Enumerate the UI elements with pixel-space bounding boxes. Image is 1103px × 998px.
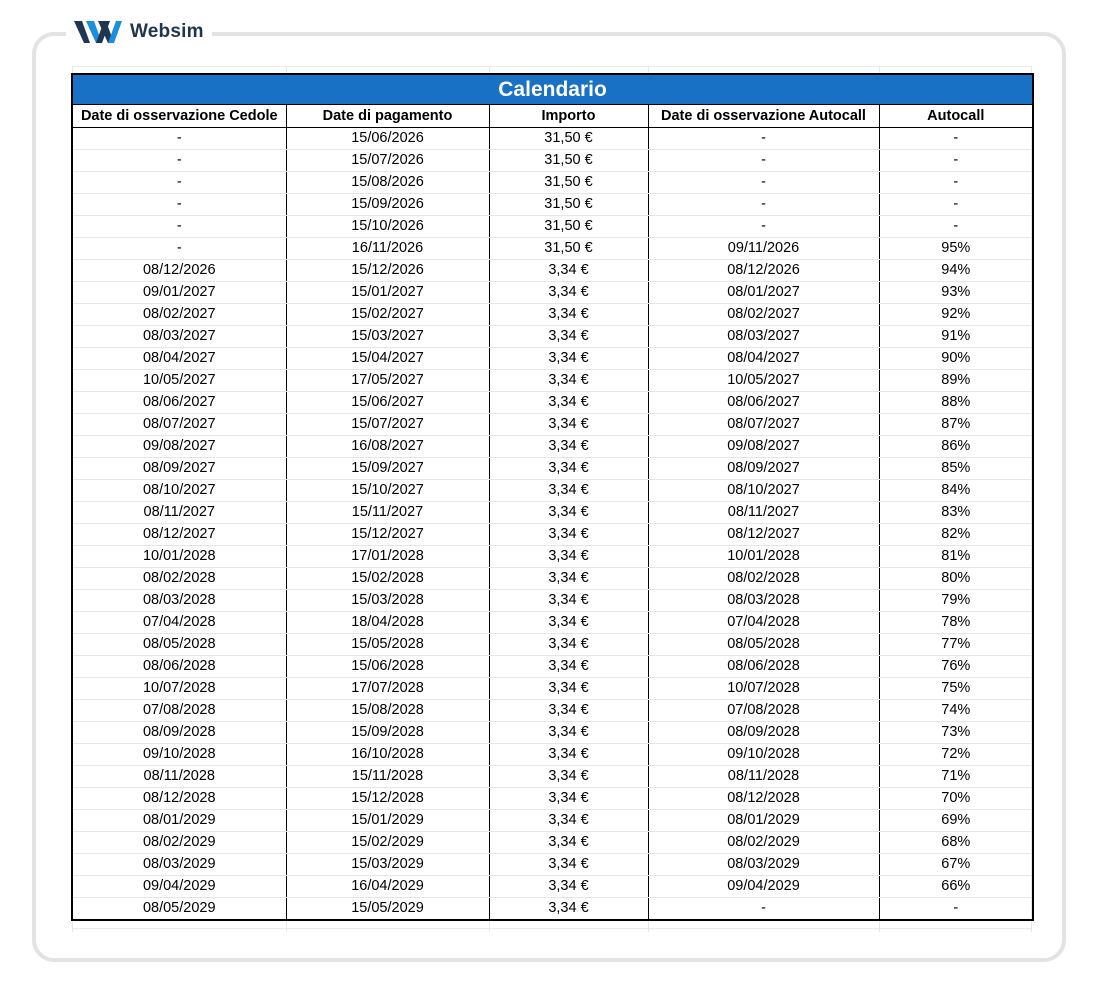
cell-observation-autocall: 08/01/2029: [648, 810, 879, 832]
cell-payment-date: 15/05/2028: [286, 634, 489, 656]
cell-autocall: -: [953, 900, 959, 916]
cell-observation-coupon: 08/09/2028: [72, 722, 286, 744]
cell-observation-autocall: 08/06/2027: [648, 392, 879, 414]
gridline-horizontal: [72, 66, 1032, 67]
table-row: [72, 348, 1033, 370]
table-row: [72, 876, 1033, 898]
cell-amount: 3,34 €: [489, 612, 648, 634]
table-row: [72, 766, 1033, 788]
brand-logo: [66, 14, 212, 50]
cell-payment-date: 18/04/2028: [286, 612, 489, 634]
cell-observation-coupon: -: [72, 128, 286, 150]
table-row: [72, 370, 1033, 392]
cell-observation-autocall: -: [648, 898, 879, 921]
table-row: [72, 810, 1033, 832]
cell-payment-date: 15/03/2027: [286, 326, 489, 348]
table-row: [72, 678, 1033, 700]
table-row: [72, 568, 1033, 590]
cell-autocall: 68%: [879, 832, 1033, 854]
cell-observation-coupon: -: [72, 172, 286, 194]
cell-amount: 3,34 €: [489, 414, 648, 436]
table-row: [72, 546, 1033, 568]
cell-payment-date: 15/03/2028: [286, 590, 489, 612]
cell-autocall: 90%: [879, 348, 1033, 370]
cell-observation-autocall: 10/01/2028: [648, 546, 879, 568]
cell-amount: 3,34 €: [489, 854, 648, 876]
cell-payment-date: 15/10/2026: [286, 216, 489, 238]
cell-amount: 3,34 €: [489, 260, 648, 282]
table-row: [72, 128, 1033, 150]
cell-autocall: 72%: [879, 744, 1033, 766]
cell-observation-coupon: 10/01/2028: [72, 546, 286, 568]
cell-amount: 31,50 €: [489, 150, 648, 172]
cell-autocall: -: [879, 194, 1033, 216]
table-row: [72, 194, 1033, 216]
cell-payment-date: 15/07/2027: [286, 414, 489, 436]
cell-observation-autocall: 08/09/2028: [648, 722, 879, 744]
table-row: [72, 656, 1033, 678]
cell-autocall: 79%: [879, 590, 1033, 612]
cell-observation-autocall: 08/02/2028: [648, 568, 879, 590]
cell-observation-autocall: 08/12/2026: [648, 260, 879, 282]
cell-observation-coupon: 08/05/2029: [72, 898, 286, 921]
header-autocall: Autocall: [879, 105, 1033, 128]
cell-amount: 3,34 €: [489, 480, 648, 502]
cell-observation-autocall: 09/11/2026: [648, 238, 879, 260]
cell-payment-date: 15/09/2028: [286, 722, 489, 744]
cell-observation-coupon: -: [72, 216, 286, 238]
cell-autocall: 66%: [879, 876, 1033, 898]
cell-autocall: 84%: [879, 480, 1033, 502]
cell-observation-autocall: 08/04/2027: [648, 348, 879, 370]
cell-observation-coupon: -: [72, 150, 286, 172]
cell-amount: 3,34 €: [489, 766, 648, 788]
cell-payment-date: 15/09/2027: [286, 458, 489, 480]
cell-payment-date: 15/10/2027: [286, 480, 489, 502]
cell-observation-autocall: 08/01/2027: [648, 282, 879, 304]
header-row: [72, 105, 1033, 128]
cell-autocall: 87%: [879, 414, 1033, 436]
table-row: [72, 634, 1033, 656]
cell-autocall: 81%: [879, 546, 1033, 568]
cell-observation-coupon: 10/05/2027: [72, 370, 286, 392]
cell-observation-autocall: 07/04/2028: [648, 612, 879, 634]
cell-observation-coupon: 09/08/2027: [72, 436, 286, 458]
cell-amount: 3,34 €: [489, 524, 648, 546]
table-row: [72, 414, 1033, 436]
cell-observation-coupon: 08/05/2028: [72, 634, 286, 656]
table-row: [72, 260, 1033, 282]
calendar-table: [71, 73, 1034, 921]
cell-payment-date: 15/01/2029: [286, 810, 489, 832]
cell-payment-date: 15/08/2026: [286, 172, 489, 194]
cell-observation-autocall: 08/12/2028: [648, 788, 879, 810]
websim-w-logo-icon: [74, 19, 124, 45]
table-row: [72, 524, 1033, 546]
cell-autocall: 82%: [879, 524, 1033, 546]
cell-observation-coupon: 08/06/2028: [72, 656, 286, 678]
cell-payment-date: 16/04/2029: [286, 876, 489, 898]
cell-payment-date: 17/01/2028: [286, 546, 489, 568]
cell-payment-date: 16/10/2028: [286, 744, 489, 766]
cell-observation-coupon: 08/06/2027: [72, 392, 286, 414]
cell-observation-coupon: 08/10/2027: [72, 480, 286, 502]
cell-payment-date: 15/12/2028: [286, 788, 489, 810]
table-row: [72, 436, 1033, 458]
table-row: [72, 458, 1033, 480]
table-row: [72, 722, 1033, 744]
cell-amount: 3,34 €: [489, 326, 648, 348]
cell-observation-autocall: -: [648, 194, 879, 216]
cell-amount: 31,50 €: [489, 194, 648, 216]
cell-autocall: 86%: [879, 436, 1033, 458]
header-amount: Importo: [489, 105, 648, 128]
cell-payment-date: 15/06/2028: [286, 656, 489, 678]
table-row: [72, 216, 1033, 238]
cell-autocall: 70%: [879, 788, 1033, 810]
header-payment-date: Date di pagamento: [286, 105, 489, 128]
cell-observation-coupon: 08/04/2027: [72, 348, 286, 370]
cell-payment-date: 17/07/2028: [286, 678, 489, 700]
cell-amount: 31,50 €: [489, 128, 648, 150]
cell-observation-autocall: 08/07/2027: [648, 414, 879, 436]
cell-autocall: -: [879, 128, 1033, 150]
cell-amount: 31,50 €: [489, 216, 648, 238]
cell-autocall: 69%: [879, 810, 1033, 832]
cell-autocall: 89%: [879, 370, 1033, 392]
cell-payment-date: 15/07/2026: [286, 150, 489, 172]
table-row: [72, 150, 1033, 172]
table-row: [72, 854, 1033, 876]
cell-payment-date: 17/05/2027: [286, 370, 489, 392]
cell-payment-date: 15/02/2029: [286, 832, 489, 854]
table-row: [72, 238, 1033, 260]
cell-amount: 3,34 €: [489, 546, 648, 568]
cell-observation-autocall: -: [648, 128, 879, 150]
cell-autocall: 83%: [879, 502, 1033, 524]
table-row: [72, 788, 1033, 810]
table-row: [72, 282, 1033, 304]
cell-observation-autocall: 08/05/2028: [648, 634, 879, 656]
cell-observation-coupon: 08/12/2027: [72, 524, 286, 546]
cell-payment-date: 15/08/2028: [286, 700, 489, 722]
table-row: [72, 304, 1033, 326]
cell-observation-coupon: 08/02/2028: [72, 568, 286, 590]
cell-amount: 3,34 €: [489, 700, 648, 722]
table-row: [72, 744, 1033, 766]
cell-autocall: 88%: [879, 392, 1033, 414]
cell-observation-coupon: -: [72, 194, 286, 216]
cell-autocall: 76%: [879, 656, 1033, 678]
cell-payment-date: 15/02/2027: [286, 304, 489, 326]
cell-observation-autocall: 09/04/2029: [648, 876, 879, 898]
cell-observation-coupon: 08/12/2028: [72, 788, 286, 810]
cell-amount: 3,34 €: [489, 678, 648, 700]
gridline-horizontal: [72, 928, 1032, 929]
cell-observation-coupon: -: [72, 238, 286, 260]
cell-autocall: -: [879, 216, 1033, 238]
cell-autocall: 95%: [879, 238, 1033, 260]
cell-observation-autocall: 09/08/2027: [648, 436, 879, 458]
cell-amount: 3,34 €: [489, 634, 648, 656]
cell-payment-date: 15/04/2027: [286, 348, 489, 370]
cell-autocall: 91%: [879, 326, 1033, 348]
cell-amount: 3,34 €: [489, 876, 648, 898]
cell-payment-date: 15/12/2027: [286, 524, 489, 546]
cell-autocall: 74%: [879, 700, 1033, 722]
cell-payment-date: 15/03/2029: [286, 854, 489, 876]
cell-observation-autocall: 08/11/2028: [648, 766, 879, 788]
brand-name: Websim: [130, 21, 204, 42]
cell-amount: 3,34 €: [489, 744, 648, 766]
cell-amount: 31,50 €: [489, 238, 648, 260]
cell-observation-autocall: 08/02/2029: [648, 832, 879, 854]
cell-payment-date: 15/05/2029: [286, 898, 489, 921]
table-row: [72, 326, 1033, 348]
cell-amount: 31,50 €: [489, 172, 648, 194]
cell-observation-coupon: 07/08/2028: [72, 700, 286, 722]
cell-observation-coupon: 09/04/2029: [72, 876, 286, 898]
cell-payment-date: 15/11/2027: [286, 502, 489, 524]
cell-payment-date: 15/09/2026: [286, 194, 489, 216]
cell-autocall: 75%: [879, 678, 1033, 700]
table-row: [72, 832, 1033, 854]
cell-amount: 3,34 €: [489, 458, 648, 480]
cell-observation-coupon: 08/11/2027: [72, 502, 286, 524]
header-observation-coupon: Date di osservazione Cedole: [72, 105, 286, 128]
cell-amount: 3,34 €: [489, 832, 648, 854]
cell-amount: 3,34 €: [489, 282, 648, 304]
cell-observation-autocall: 07/08/2028: [648, 700, 879, 722]
cell-observation-coupon: 08/11/2028: [72, 766, 286, 788]
cell-autocall: 85%: [879, 458, 1033, 480]
cell-autocall: 67%: [879, 854, 1033, 876]
cell-amount: 3,34 €: [489, 502, 648, 524]
cell-observation-autocall: 08/03/2027: [648, 326, 879, 348]
cell-observation-coupon: 08/01/2029: [72, 810, 286, 832]
table-title: Calendario: [72, 74, 1033, 105]
table-row: [72, 612, 1033, 634]
cell-observation-coupon: 09/10/2028: [72, 744, 286, 766]
cell-observation-autocall: -: [648, 150, 879, 172]
cell-observation-autocall: 08/06/2028: [648, 656, 879, 678]
cell-payment-date: 15/11/2028: [286, 766, 489, 788]
cell-autocall: -: [879, 150, 1033, 172]
cell-amount: 3,34 €: [489, 392, 648, 414]
cell-observation-autocall: 08/10/2027: [648, 480, 879, 502]
cell-amount: 3,34 €: [489, 436, 648, 458]
cell-amount: 3,34 €: [489, 722, 648, 744]
cell-observation-coupon: 09/01/2027: [72, 282, 286, 304]
cell-payment-date: 16/08/2027: [286, 436, 489, 458]
cell-observation-autocall: 08/12/2027: [648, 524, 879, 546]
table-row: [72, 700, 1033, 722]
table-row: [72, 392, 1033, 414]
cell-observation-autocall: 08/09/2027: [648, 458, 879, 480]
table-body: [72, 128, 1033, 921]
cell-observation-coupon: 08/12/2026: [72, 260, 286, 282]
cell-observation-autocall: 10/05/2027: [648, 370, 879, 392]
cell-payment-date: 15/06/2026: [286, 128, 489, 150]
table-row: [72, 590, 1033, 612]
cell-observation-autocall: 09/10/2028: [648, 744, 879, 766]
cell-observation-coupon: 08/02/2029: [72, 832, 286, 854]
cell-autocall: 92%: [879, 304, 1033, 326]
cell-observation-coupon: 10/07/2028: [72, 678, 286, 700]
cell-observation-autocall: 08/02/2027: [648, 304, 879, 326]
cell-amount: 3,34 €: [489, 568, 648, 590]
cell-amount: 3,34 €: [489, 348, 648, 370]
cell-amount: 3,34 €: [489, 898, 648, 921]
cell-observation-autocall: 08/03/2029: [648, 854, 879, 876]
cell-observation-coupon: 07/04/2028: [72, 612, 286, 634]
cell-observation-coupon: 08/09/2027: [72, 458, 286, 480]
cell-observation-coupon: 08/02/2027: [72, 304, 286, 326]
cell-amount: 3,34 €: [489, 810, 648, 832]
table-row: [72, 480, 1033, 502]
cell-autocall: 73%: [879, 722, 1033, 744]
cell-observation-coupon: 08/07/2027: [72, 414, 286, 436]
cell-observation-coupon: 08/03/2029: [72, 854, 286, 876]
cell-autocall: -: [879, 172, 1033, 194]
cell-payment-date: 15/02/2028: [286, 568, 489, 590]
cell-payment-date: 15/06/2027: [286, 392, 489, 414]
cell-amount: 3,34 €: [489, 370, 648, 392]
table-row: [72, 502, 1033, 524]
table-row: [72, 172, 1033, 194]
cell-autocall: 80%: [879, 568, 1033, 590]
cell-autocall: 77%: [879, 634, 1033, 656]
header-observation-autocall: Date di osservazione Autocall: [648, 105, 879, 128]
cell-autocall: 71%: [879, 766, 1033, 788]
cell-payment-date: 15/12/2026: [286, 260, 489, 282]
cell-amount: 3,34 €: [489, 656, 648, 678]
cell-amount: 3,34 €: [489, 788, 648, 810]
cell-payment-date: 15/01/2027: [286, 282, 489, 304]
cell-observation-autocall: 10/07/2028: [648, 678, 879, 700]
cell-amount: 3,34 €: [489, 590, 648, 612]
cell-autocall: 93%: [879, 282, 1033, 304]
cell-amount: 3,34 €: [489, 304, 648, 326]
cell-observation-autocall: -: [648, 172, 879, 194]
cell-observation-coupon: 08/03/2027: [72, 326, 286, 348]
cell-observation-autocall: -: [648, 216, 879, 238]
cell-payment-date: 16/11/2026: [286, 238, 489, 260]
cell-autocall: 94%: [879, 260, 1033, 282]
cell-observation-coupon: 08/03/2028: [72, 590, 286, 612]
cell-observation-autocall: 08/03/2028: [648, 590, 879, 612]
table-row: [72, 898, 1033, 921]
cell-autocall: 78%: [879, 612, 1033, 634]
cell-observation-autocall: 08/11/2027: [648, 502, 879, 524]
